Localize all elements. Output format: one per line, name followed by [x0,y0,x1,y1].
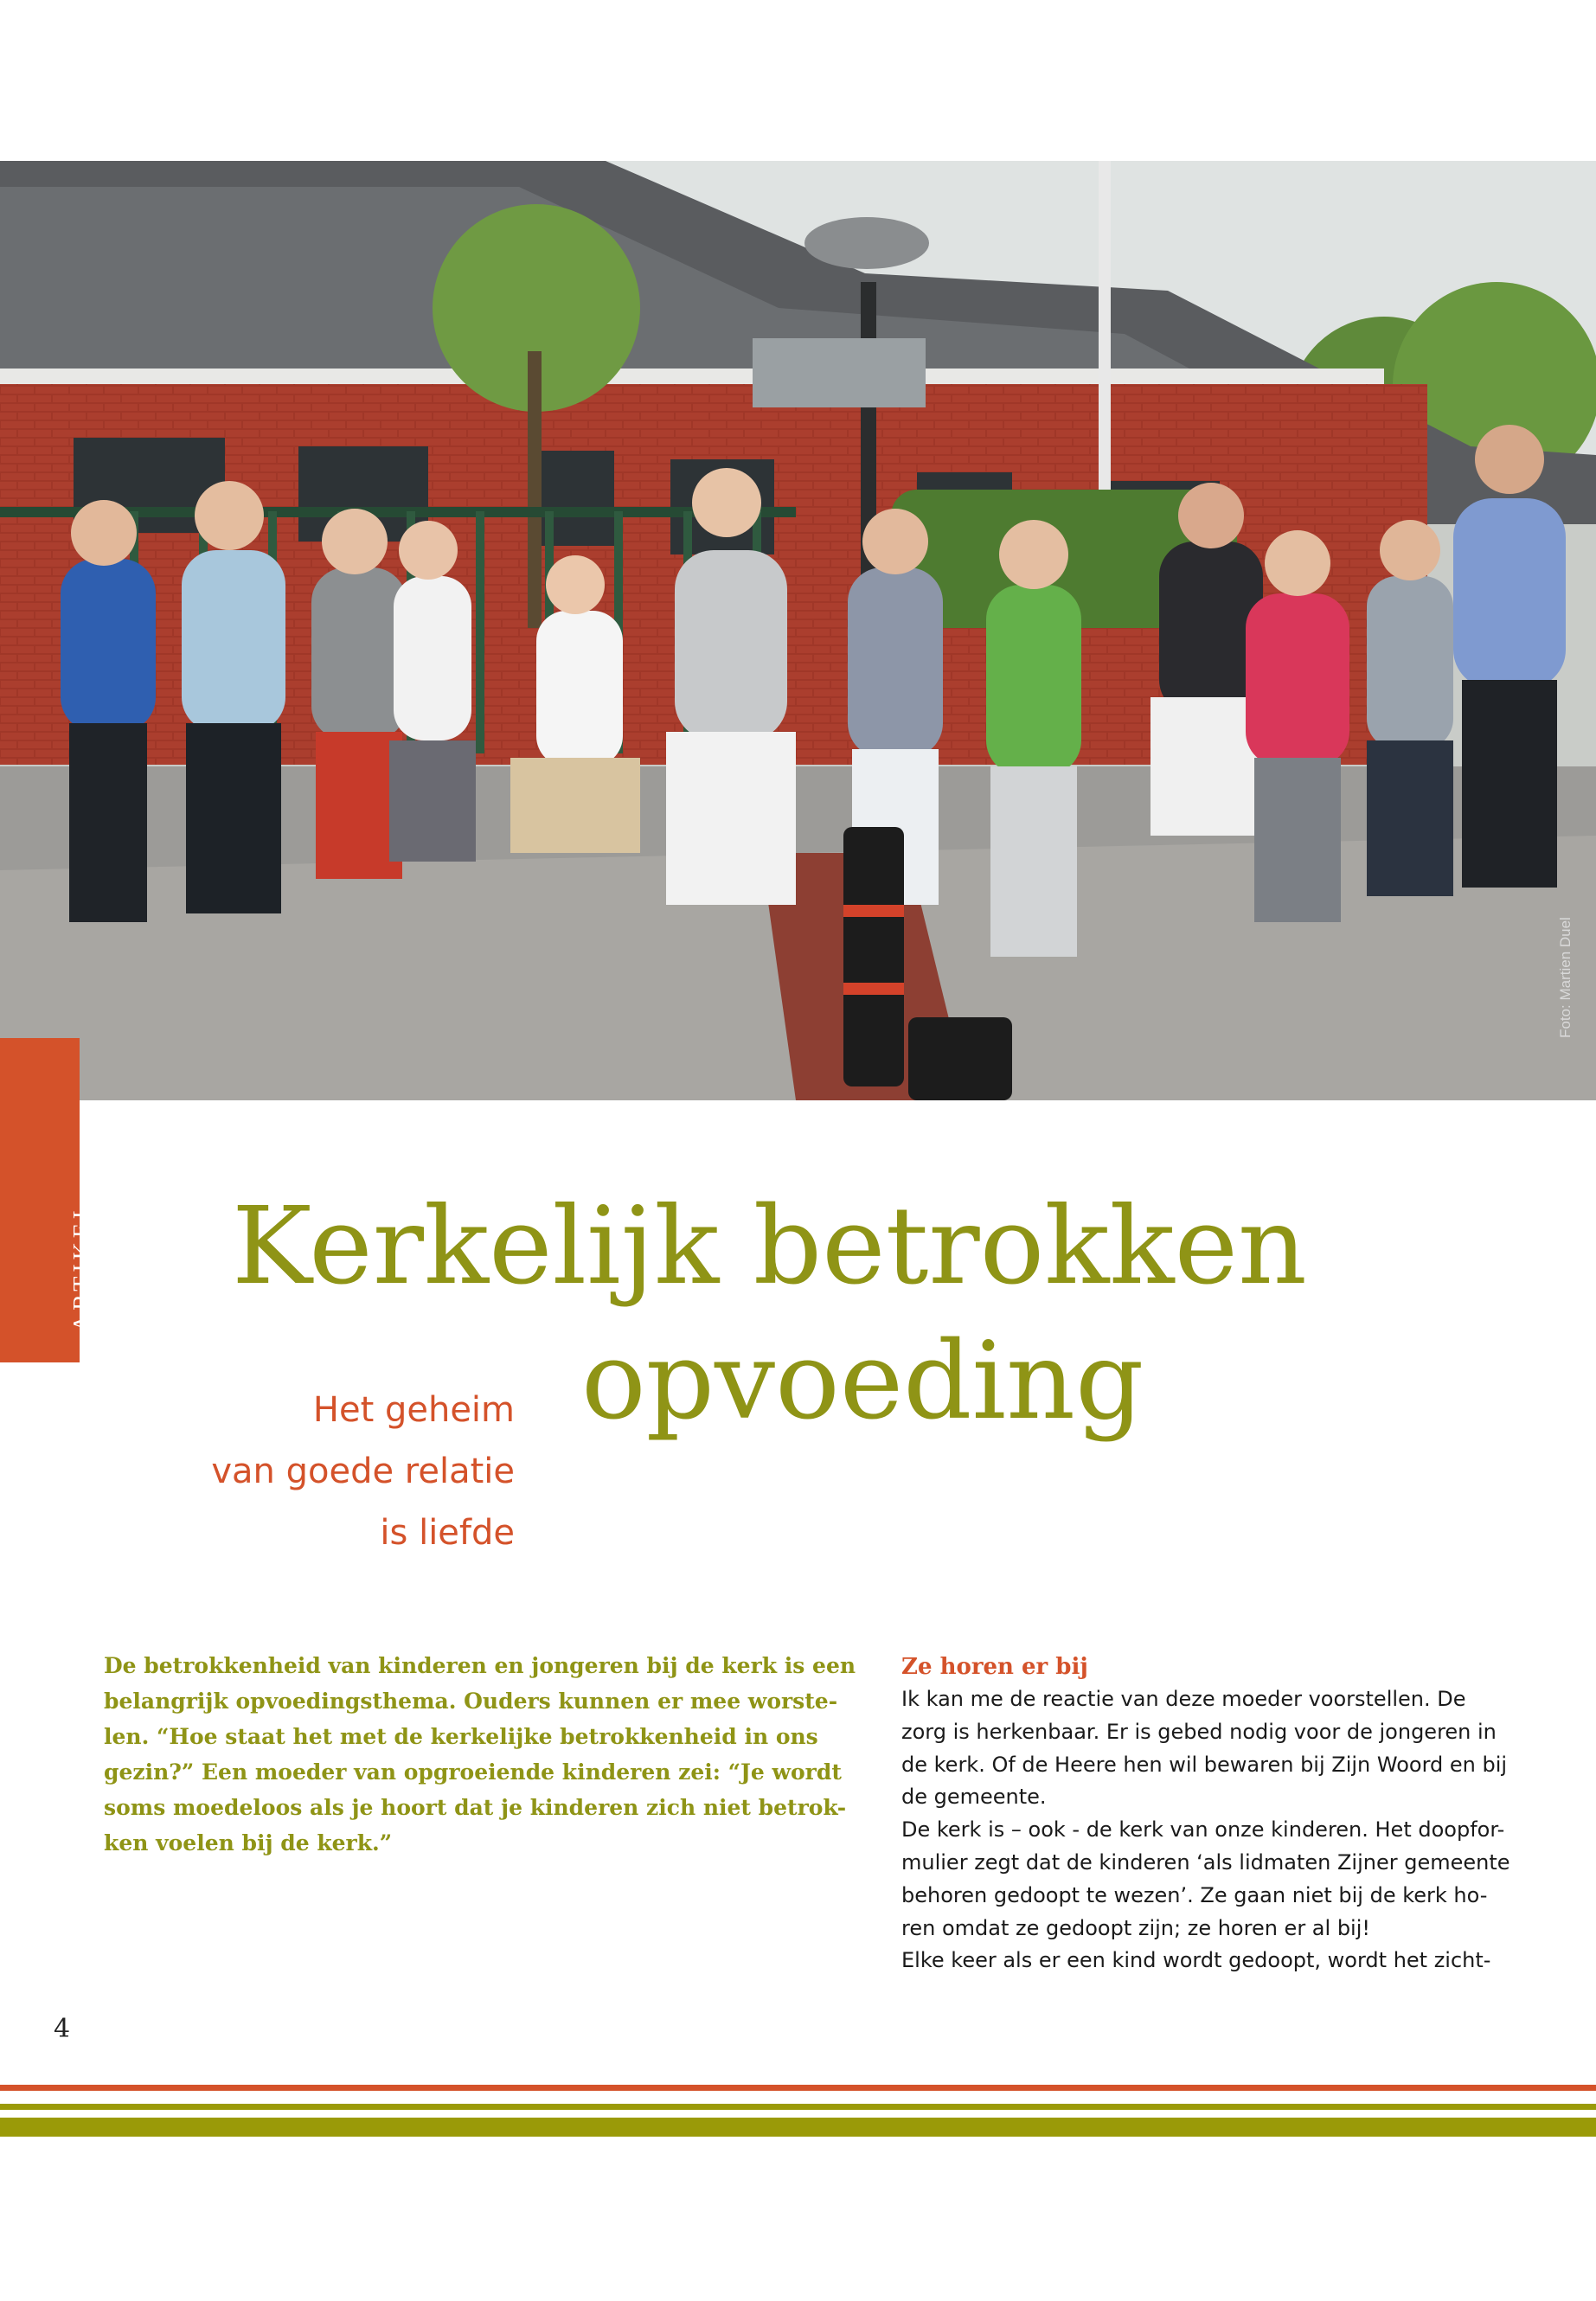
page-number: 4 [54,2014,71,2044]
title-line-2: opvoeding [581,1319,1144,1444]
body-line: zorg is herkenbaar. Er is gebed nodig voor de jongeren in [901,1719,1497,1744]
intro-line: gezin?” Een moeder van opgroeiende kinderen zei: “Je wordt [104,1759,842,1785]
body-line: ren omdat ze gedoopt zijn; ze horen er al bij! [901,1915,1371,1940]
intro-line: ken voelen bij de kerk.” [104,1830,393,1856]
body-line: Ik kan me de reactie van deze moeder voorstellen. De [901,1687,1466,1711]
body-line: De kerk is – ook - de kerk van onze kinderen. Het doopfor- [901,1817,1505,1843]
subtitle-line: Het geheim [312,1390,515,1430]
footer-stripe-orange [0,2085,1596,2091]
article-body-column [901,1650,1510,1977]
body-line: de kerk. Of de Heere hen wil bewaren bij Zijn Woord en bij [901,1752,1508,1777]
footer-stripe-olive-thin [0,2104,1596,2110]
subtitle-line: is liefde [380,1513,515,1553]
body-text [901,1683,1510,1977]
intro-line: soms moedeloos als je hoort dat je kinderen zich niet betrok- [104,1795,847,1820]
section-heading: Ze horen er bij [901,1654,1088,1680]
subtitle-line: van goede relatie [211,1452,515,1491]
article-subtitle [130,1380,515,1564]
photo-credit: Foto: Martien Duel [1557,917,1574,1038]
body-line: de gemeente. [901,1785,1047,1810]
article-intro [104,1648,856,1861]
intro-line: belangrijk opvoedingsthema. Ouders kunnen er mee worste- [104,1689,838,1714]
title-line-1: Kerkelijk betrokken [232,1184,1307,1309]
section-tab [0,1038,80,1362]
intro-line: len. “Hoe staat het met de kerkelijke betrokkenheid in ons [104,1724,818,1749]
body-line: mulier zegt dat de kinderen ‘als lidmaten Zijner gemeente [901,1849,1510,1875]
intro-line: De betrokkenheid van kinderen en jongeren bij de kerk is een [104,1653,856,1678]
footer-stripe-olive-thick [0,2118,1596,2137]
section-tab-label: ARTIKEL [69,1199,96,1332]
article-photo [0,161,1596,1100]
body-line: behoren gedoopt te wezen’. Ze gaan niet bij de kerk ho- [901,1882,1488,1907]
body-line: Elke keer als er een kind wordt gedoopt, wordt het zicht- [901,1948,1491,1973]
